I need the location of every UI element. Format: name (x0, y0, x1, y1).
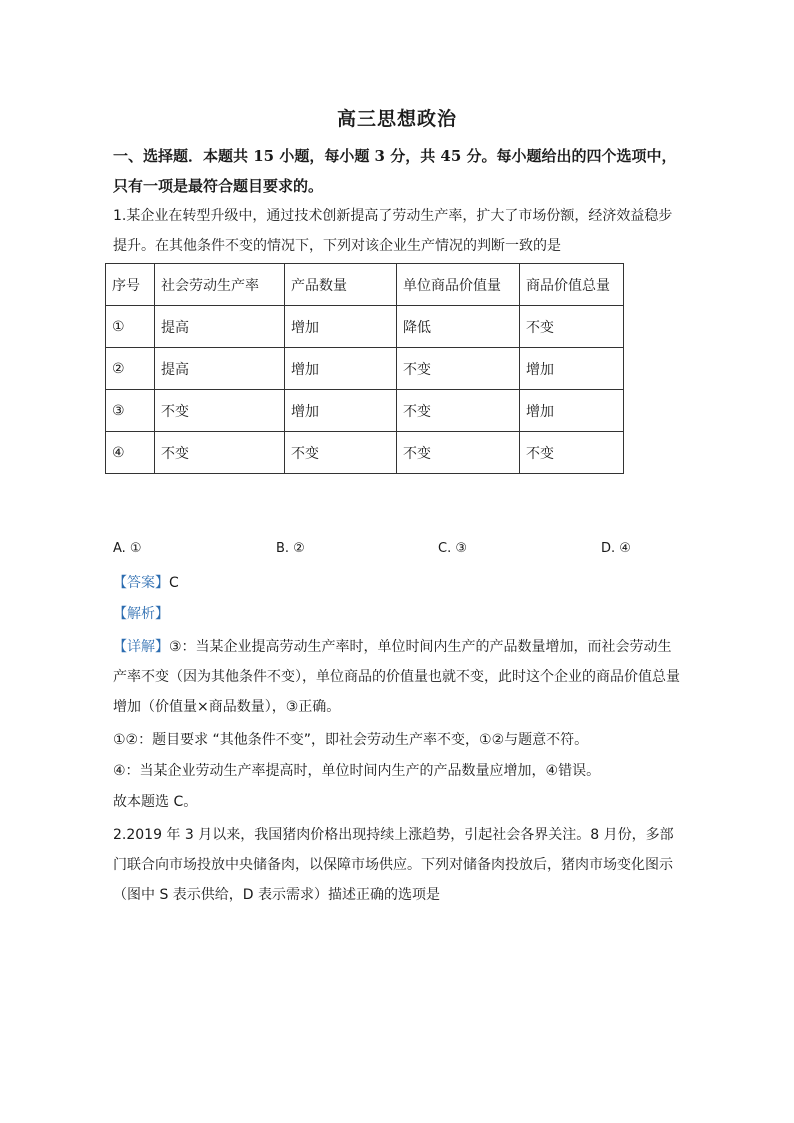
analysis-line (113, 599, 683, 629)
table-cell: 不变 (155, 390, 285, 432)
detail-tag: 【详解】 (113, 639, 169, 655)
table-header-cell: 单位商品价值量 (397, 264, 520, 306)
table-row (106, 432, 624, 474)
table-cell: 不变 (285, 432, 397, 474)
table-cell: 不变 (155, 432, 285, 474)
table-cell: 提高 (155, 348, 285, 390)
table-cell: 增加 (520, 348, 624, 390)
option-b[interactable]: B. ② (276, 541, 305, 556)
table-header-row (106, 264, 624, 306)
table-header-cell: 商品价值总量 (520, 264, 624, 306)
table-header-cell: 社会劳动生产率 (155, 264, 285, 306)
table-cell: 不变 (520, 306, 624, 348)
option-d[interactable]: D. ④ (601, 541, 631, 556)
answer-tag: 【答案】 (113, 575, 169, 591)
table-cell: ① (106, 306, 155, 348)
table-cell: ③ (106, 390, 155, 432)
table-cell: 增加 (285, 390, 397, 432)
table-cell: 不变 (397, 432, 520, 474)
page-title: 高三思想政治 (336, 108, 457, 130)
question-1-stem: 1.某企业在转型升级中，通过技术创新提高了劳动生产率，扩大了市场份额，经济效益稳步提升。在其他条件不变的情况下，下列对该企业生产情况的判断一致的是 (113, 208, 673, 254)
table-header-cell: 产品数量 (285, 264, 397, 306)
table-cell: 不变 (397, 348, 520, 390)
table-cell: 不变 (397, 390, 520, 432)
answer-value: C (169, 575, 179, 591)
table-cell: 增加 (285, 348, 397, 390)
table-row (106, 348, 624, 390)
table-cell: 增加 (285, 306, 397, 348)
explanation-line-3: ④：当某企业劳动生产率提高时，单位时间内生产的产品数量应增加，④错误。 (113, 763, 601, 779)
table-row (106, 390, 624, 432)
explanation-line-2: ①②：题目要求 “其他条件不变”，即社会劳动生产率不变，①②与题意不符。 (113, 732, 589, 748)
table-cell: ④ (106, 432, 155, 474)
option-c[interactable]: C. ③ (438, 541, 467, 556)
table-header-cell: 序号 (106, 264, 155, 306)
question-1-table (105, 263, 624, 474)
table-cell: 不变 (520, 432, 624, 474)
table-row (106, 306, 624, 348)
section-heading: 一、选择题．本题共 15 小题，每小题 3 分，共 45 分。每小题给出的四个选项中，只有一项是最符合题目要求的。 (113, 147, 677, 195)
table-cell: 提高 (155, 306, 285, 348)
question-1-options (0, 541, 794, 565)
table-cell: ② (106, 348, 155, 390)
table-cell: 增加 (520, 390, 624, 432)
question-2-stem: 2.2019 年 3 月以来，我国猪肉价格出现持续上涨趋势，引起社会各界关注。8 月份，多部门联合向市场投放中央储备肉，以保障市场供应。下列对储备肉投放后，猪肉市场变化图示（图中 S 表示供给，D 表示需求）描述正确的选项是 (113, 827, 674, 903)
detail-explanation (113, 632, 683, 722)
table-cell: 降低 (397, 306, 520, 348)
option-a[interactable]: A. ① (113, 541, 142, 556)
detail-text: ③：当某企业提高劳动生产率时，单位时间内生产的产品数量增加，而社会劳动生产率不变（因为其他条件不变），单位商品的价值量也就不变，此时这个企业的商品价值总量增加（价值量×商品数量），③正确。 (113, 639, 680, 715)
conclusion-line: 故本题选 C。 (113, 794, 198, 810)
analysis-tag: 【解析】 (113, 606, 169, 622)
answer-line (113, 568, 683, 598)
